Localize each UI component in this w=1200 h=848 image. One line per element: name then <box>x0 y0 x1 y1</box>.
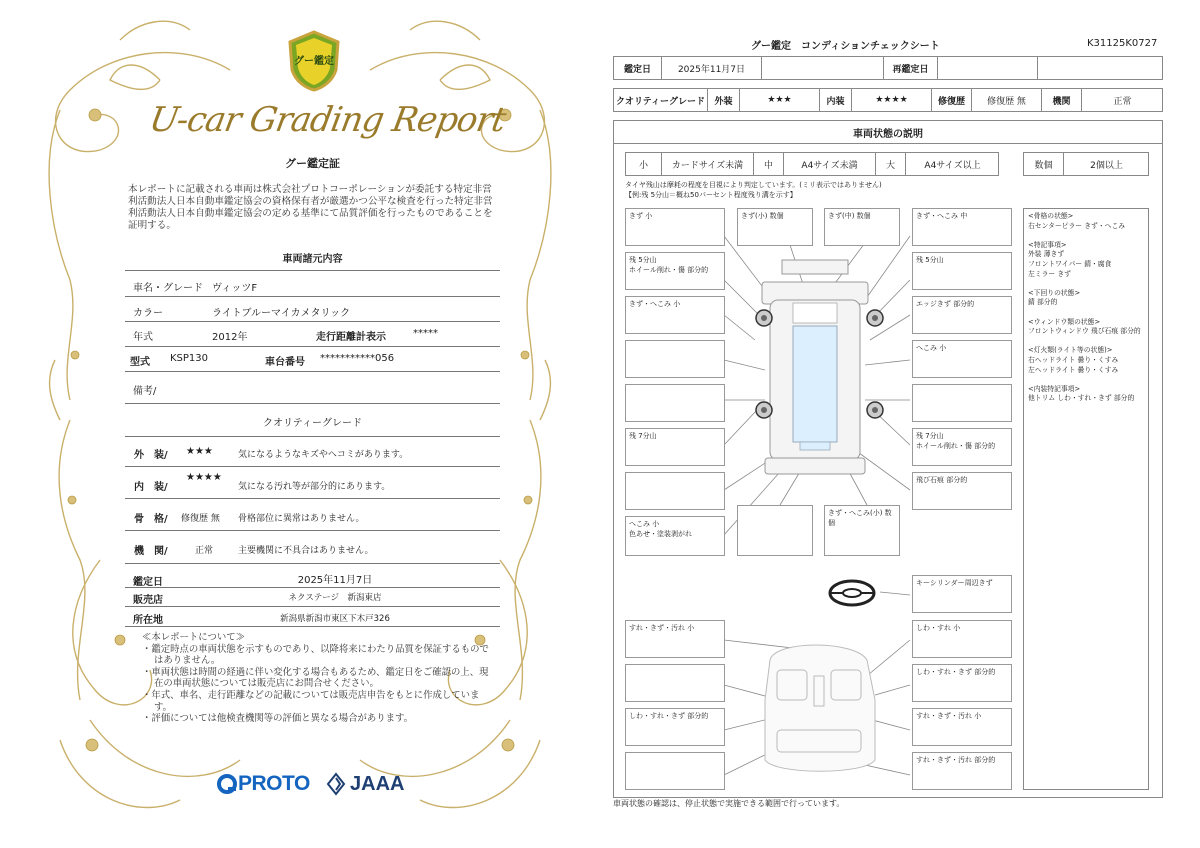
legend-small-desc: カードサイズ未満 <box>662 153 754 175</box>
divider <box>125 321 500 322</box>
defect-box-tire-fl: 残 5分山 ホイール削れ・傷 部分的 <box>625 252 725 290</box>
divider <box>125 296 500 297</box>
divider <box>125 530 500 531</box>
notes-line: 他トリム しわ・すれ・きず 部分的 <box>1028 394 1135 403</box>
legend-medium-desc: A4サイズ未満 <box>784 153 876 175</box>
divider <box>125 466 500 467</box>
notes-line: 右センターピラー きず・へこみ <box>1028 221 1126 230</box>
notes-line: <灯火類(ライト等の状態)> <box>1028 346 1113 355</box>
interior-box-left-3: しわ・すれ・きず 部分的 <box>625 708 725 746</box>
frame-label: 骨 格/ <box>134 514 168 525</box>
badge-text: グー鑑定 <box>294 56 334 67</box>
notes-line: 外装 薄きず <box>1028 250 1065 259</box>
exterior-stars: ★★★ <box>740 89 820 111</box>
notes-line: <下回りの状態> <box>1028 288 1081 297</box>
interior-box-right-3: すれ・きず・汚れ 小 <box>912 708 1012 746</box>
grade-label: クオリティーグレード <box>614 89 708 111</box>
size-legend <box>625 152 999 176</box>
count-legend <box>1023 152 1149 176</box>
engine-desc: 主要機関に不具合はありません。 <box>238 546 374 556</box>
notes-line: <ウィンドウ類の状態> <box>1028 317 1101 326</box>
defect-box-right-3: エッジきず 部分的 <box>912 296 1012 334</box>
remarks-label: 備考/ <box>133 386 157 397</box>
note-item: ・車両状態は時間の経過に伴い変化する場合もあるため、鑑定日をご確認の上、現在の車両状態については販売店にお問合せください。 <box>142 666 489 690</box>
defect-box-tire-fr: 残 5分山 <box>912 252 1012 290</box>
divider <box>125 436 500 437</box>
notes-line: 右ヘッドライト 曇り・くすみ <box>1028 355 1119 364</box>
engine-label: 機 関/ <box>134 546 168 557</box>
year-value: 2012年 <box>212 332 248 343</box>
repair-value: 修復歴 無 <box>972 89 1042 111</box>
interior-box-left-1: すれ・きず・汚れ 小 <box>625 620 725 658</box>
note-item: ・鑑定時点の車両状態を示すものであり、以降将来にわたり品質を保証するものではありません。 <box>142 643 489 667</box>
steering-wheel-icon <box>830 581 874 605</box>
quality-heading: クオリティーグレード <box>263 418 362 429</box>
divider <box>125 626 500 627</box>
certificate-heading: グー鑑定証 <box>285 157 340 170</box>
interior-label: 内 装/ <box>134 482 168 493</box>
reappraisal-label: 再鑑定日 <box>884 57 938 79</box>
date-empty <box>762 57 884 79</box>
legend-small: 小 <box>626 153 662 175</box>
interior-box-left-4 <box>625 752 725 790</box>
defect-box-left-7 <box>625 472 725 510</box>
notes-line: <内装特記事項> <box>1028 384 1081 393</box>
dealer-label: 販売店 <box>133 595 163 606</box>
exterior-label: 外 装/ <box>134 450 168 461</box>
engine-label: 機関 <box>1042 89 1082 111</box>
interior-desc: 気になる汚れ等が部分的にあります。 <box>238 482 391 492</box>
appraisal-date-value: 2025年11月7日 <box>297 575 373 586</box>
notes-line <box>1028 375 1144 385</box>
dealer-value: ネクステージ 新潟東店 <box>288 593 382 603</box>
divider <box>125 606 500 607</box>
defect-box-tire-rl: 残 7分山 <box>625 428 725 466</box>
date-row <box>613 56 1163 80</box>
notes-line: <骨格の状態> <box>1028 212 1074 220</box>
notes-line <box>1028 279 1144 289</box>
mileage-label: 走行距離計表示 <box>316 332 386 343</box>
defect-box-tire-rr: 残 7分山 ホイール削れ・傷 部分的 <box>912 428 1012 466</box>
defect-box-key-cylinder: キーシリンダー周辺きず <box>912 575 1012 613</box>
defect-box-left-5 <box>625 384 725 422</box>
defect-box-rear-right: きず・へこみ(小) 数個 <box>824 505 900 556</box>
legend-count: 数個 <box>1024 153 1064 175</box>
legend-medium: 中 <box>754 153 784 175</box>
defect-box-left-4 <box>625 340 725 378</box>
color-label: カラー <box>133 308 163 319</box>
exterior-label: 外装 <box>708 89 740 111</box>
defect-box-hood-right: きず(中) 数個 <box>824 208 900 246</box>
exterior-stars: ★★★ <box>186 446 213 457</box>
divider <box>125 403 500 404</box>
defect-box-hood-left: きず(小) 数個 <box>737 208 813 246</box>
section-title: 車両状態の説明 <box>853 128 923 140</box>
notes-line: フロントウィンドウ 飛び石痕 部分的 <box>1028 327 1141 336</box>
color-value: ライトブルーマイカメタリック <box>212 308 351 319</box>
model-label: 型式 <box>130 357 150 368</box>
defect-box-right-7: 飛び石痕 部分的 <box>912 472 1012 510</box>
tire-note: タイヤ残山は摩耗の程度を目視により判定しています。(ミリ表示ではありません) <box>625 181 882 189</box>
section-title-bar <box>613 120 1163 144</box>
name-value: ヴィッツF <box>212 283 258 294</box>
engine-value: 正常 <box>195 546 214 556</box>
jaaa-emblem-icon <box>326 772 346 796</box>
chassis-value: ***********056 <box>320 353 395 364</box>
date-label: 鑑定日 <box>614 57 662 79</box>
notes-line <box>1028 308 1144 318</box>
interior-box-right-1: しわ・すれ 小 <box>912 620 1012 658</box>
interior-label: 内装 <box>820 89 852 111</box>
notes-line: 錆 部分的 <box>1028 298 1058 307</box>
defect-box-front-right: きず・へこみ 中 <box>912 208 1012 246</box>
notes-panel <box>1023 208 1149 790</box>
repair-label: 修復歴 <box>932 89 972 111</box>
model-value: KSP130 <box>170 353 209 364</box>
year-label: 年式 <box>133 332 153 343</box>
notes-line: 左ヘッドライト 曇り・くすみ <box>1028 365 1119 374</box>
frame-value: 修復歴 無 <box>181 514 220 524</box>
sheet-title: グー鑑定 コンディションチェックシート <box>751 41 940 52</box>
report-notes <box>142 632 492 725</box>
divider <box>125 563 500 564</box>
goo-badge <box>286 30 342 92</box>
certificate-text: 本レポートに記載される車両は株式会社プロトコーポレーションが委託する特定非営利活動法人日本自動車鑑定協会の資格保有者が厳選かつ公平な検査を行った特定非営利活動法人日本自動車鑑定協会の定める基準にて品質評価を行ったものであることを証明する。 <box>128 184 493 231</box>
divider <box>125 371 500 372</box>
jaaa-logo-text: JAAA <box>350 772 405 795</box>
proto-logo-text: PROTO <box>238 772 310 795</box>
note-item: ・年式、車名、走行距離などの記載については販売店申告をもとに作成しています。 <box>142 689 480 713</box>
report-title: U-car Grading Report <box>146 100 509 140</box>
legend-large: 大 <box>876 153 906 175</box>
legend-count-desc: 2個以上 <box>1090 160 1123 171</box>
address-label: 所在地 <box>133 615 163 626</box>
exterior-desc: 気になるようなキズやヘコミがあります。 <box>238 450 409 460</box>
proto-q-icon <box>216 773 238 795</box>
divider <box>125 498 500 499</box>
defect-box-right-5 <box>912 384 1012 422</box>
interior-stars: ★★★★ <box>186 472 222 483</box>
grade-row <box>613 88 1163 112</box>
tire-example: 【例:残 5分山＝概ね50パーセント程度残り溝を示す】 <box>625 191 797 199</box>
defect-box-rear-center <box>737 505 813 556</box>
doc-id: K31125K0727 <box>1087 38 1158 49</box>
defect-box-front-left: きず 小 <box>625 208 725 246</box>
jaaa-logo <box>326 771 404 797</box>
note-item: ・評価については他検査機関等の評価と異なる場合があります。 <box>142 713 413 725</box>
engine-value: 正常 <box>1113 96 1132 107</box>
notes-line: フロントワイパー 錆・腐食 <box>1028 259 1112 268</box>
name-label: 車名・グレード <box>133 283 203 294</box>
interior-box-left-2 <box>625 664 725 702</box>
interior-stars: ★★★★ <box>852 89 932 111</box>
appraisal-date-label: 鑑定日 <box>133 577 163 588</box>
interior-box-right-2: しわ・すれ・きず 部分的 <box>912 664 1012 702</box>
chassis-label: 車台番号 <box>265 357 305 368</box>
condition-check-sheet <box>605 0 1200 848</box>
notes-heading: ≪本レポートについて≫ <box>142 632 245 643</box>
divider <box>125 587 500 588</box>
divider <box>125 270 500 271</box>
notes-line: <特記事項> <box>1028 240 1067 249</box>
interior-box-right-4: すれ・きず・汚れ 部分的 <box>912 752 1012 790</box>
divider <box>125 346 500 347</box>
defect-box-left-3: きず・へこみ 小 <box>625 296 725 334</box>
defect-box-right-4: へこみ 小 <box>912 340 1012 378</box>
notes-line: 左ミラー きず <box>1028 269 1071 278</box>
legend-large-desc: A4サイズ以上 <box>924 160 981 171</box>
spec-heading: 車両諸元内容 <box>282 254 343 265</box>
address-value: 新潟県新潟市東区下木戸326 <box>280 614 390 624</box>
defect-box-rear-left: へこみ 小 色あせ・塗装剥がれ <box>625 516 725 556</box>
reappraisal-value <box>938 57 1038 79</box>
date-value: 2025年11月7日 <box>662 57 762 79</box>
frame-desc: 骨格部位に異常はありません。 <box>238 514 365 524</box>
notes-line <box>1028 337 1144 347</box>
proto-logo <box>216 772 310 796</box>
notes-line <box>1028 231 1144 241</box>
mileage-value: ***** <box>413 328 438 339</box>
sheet-footer: 車両状態の確認は、停止状態で実施できる範囲で行っています。 <box>613 799 845 808</box>
